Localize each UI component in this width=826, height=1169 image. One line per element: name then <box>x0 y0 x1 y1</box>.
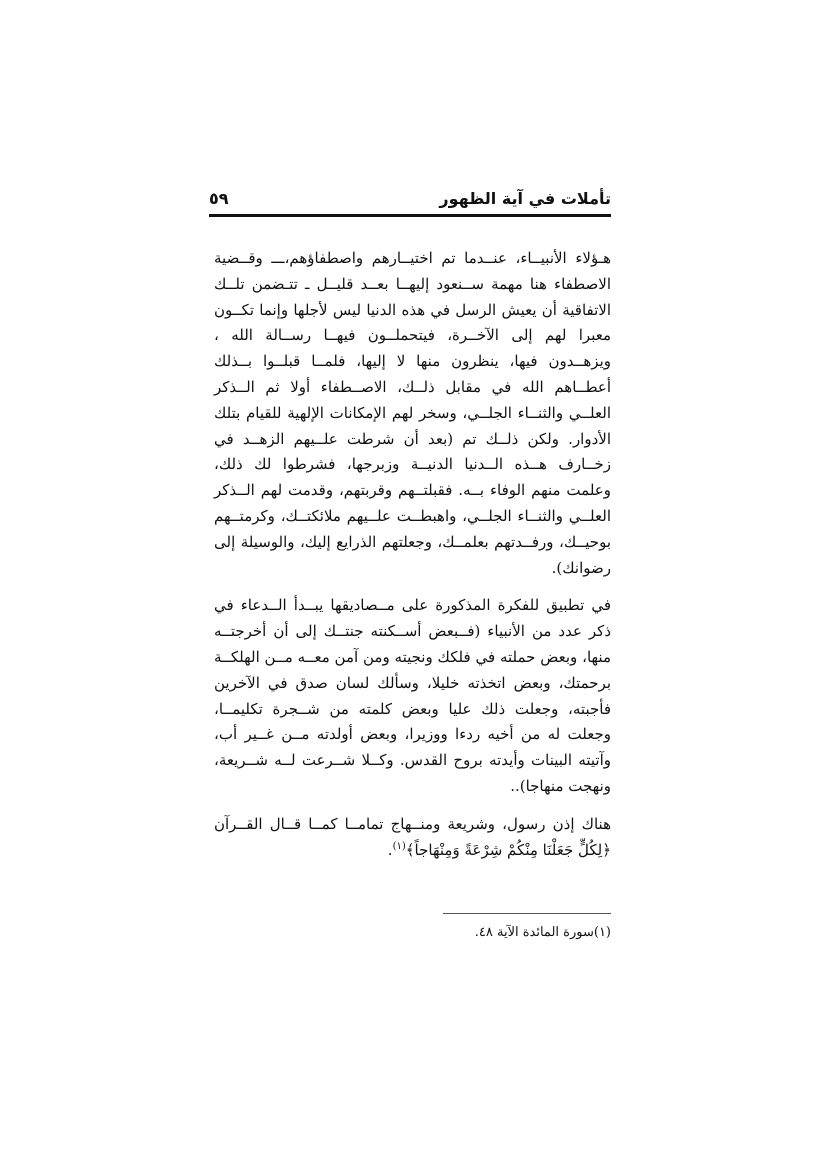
paragraph-3 <box>214 812 611 864</box>
page-number: ٥٩ <box>209 189 229 208</box>
main-text <box>214 246 611 863</box>
header-title: تأملات في آية الظهور <box>439 189 611 208</box>
footnote: (١)سورة المائدة الآية ٤٨. <box>474 925 611 940</box>
header-divider <box>209 214 611 217</box>
paragraph-2: في تطبيق للفكرة المذكورة على مــصاديقها يبــدأ الــدعاء في ذكر عدد من الأنبياء (فــبعض أســكنته جنتــك إلى أن أخرجتــه منها، وبعض حملته في فلكك ونجيته ومن آمن معــه مــن الهلكــة برحمتك، وبعض اتخذته خليلا، وسألك لسان صدق في الآخرين فأجبته، وجعلت ذلك عليا وبعض كلمته من شــجرة تكليمــا، وجعلت له من أخيه ردءا ووزيرا، وبعض أولدته مــن غــير أب، وآتيته البينات وأيدته بروح القدس. وكــلا شــرعت لــه شــريعة، ونهجت منهاجا).. <box>214 596 611 795</box>
closing-intro: هناك إذن رسول، وشريعة ومنــهاج تمامــا كمــا قــال القــرآن <box>214 814 611 833</box>
quran-verse: ﴿لِكُلٍّ جَعَلْنَا مِنْكُمْ شِرْعَةً وَمِنْهَاجاً﴾ <box>405 840 611 859</box>
paragraph-1: هـؤلاء الأنبيــاء، عنــدما تم اختيــارهم واصطفاؤهم،ـــ وقــضية الاصطفاء هنا مهمة ســنعود إليهــا بعــد قليــل ـ تتـضمن تلــك الاتفاقية أن يعيش الرسل في هذه الدنيا ليس لأجلها وإنما تكــون معبرا لهم إلى الآخــرة، فيتحملــون فيهــا رســالة الله ، ويزهــدون فيها، ينظرون منها لا إليها، فلمــا قبلــوا بــذلك أعطــاهم الله في مقابل ذلــك، الاصــطفاء أولا ثم الــذكر العلــي والثنــاء الجلــي، وسخر لهم الإمكانات الإلهية للقيام بتلك الأدوار. ولكن ذلــك تم (بعد أن شرطت علــيهم الزهــد في زخــارف هــذه الــدنيا الدنيــة وزبرجها، فشرطوا لك ذلك، وعلمت منهم الوفاء بــه. فقبلتــهم وقربتهم، وقدمت لهم الــذكر العلــي والثنــاء الجلــي، واهبطــت علــيهم ملائكتــك، وكرمتــهم بوحيــك، ورفــدتهم بعلمــك، وجعلتهم الذرايع إليك، والوسيلة إلى رضوانك). <box>214 249 611 577</box>
footnote-reference: (١) <box>392 840 406 852</box>
footnote-divider <box>443 913 611 914</box>
closing-end: . <box>387 840 393 859</box>
running-header <box>209 186 611 214</box>
